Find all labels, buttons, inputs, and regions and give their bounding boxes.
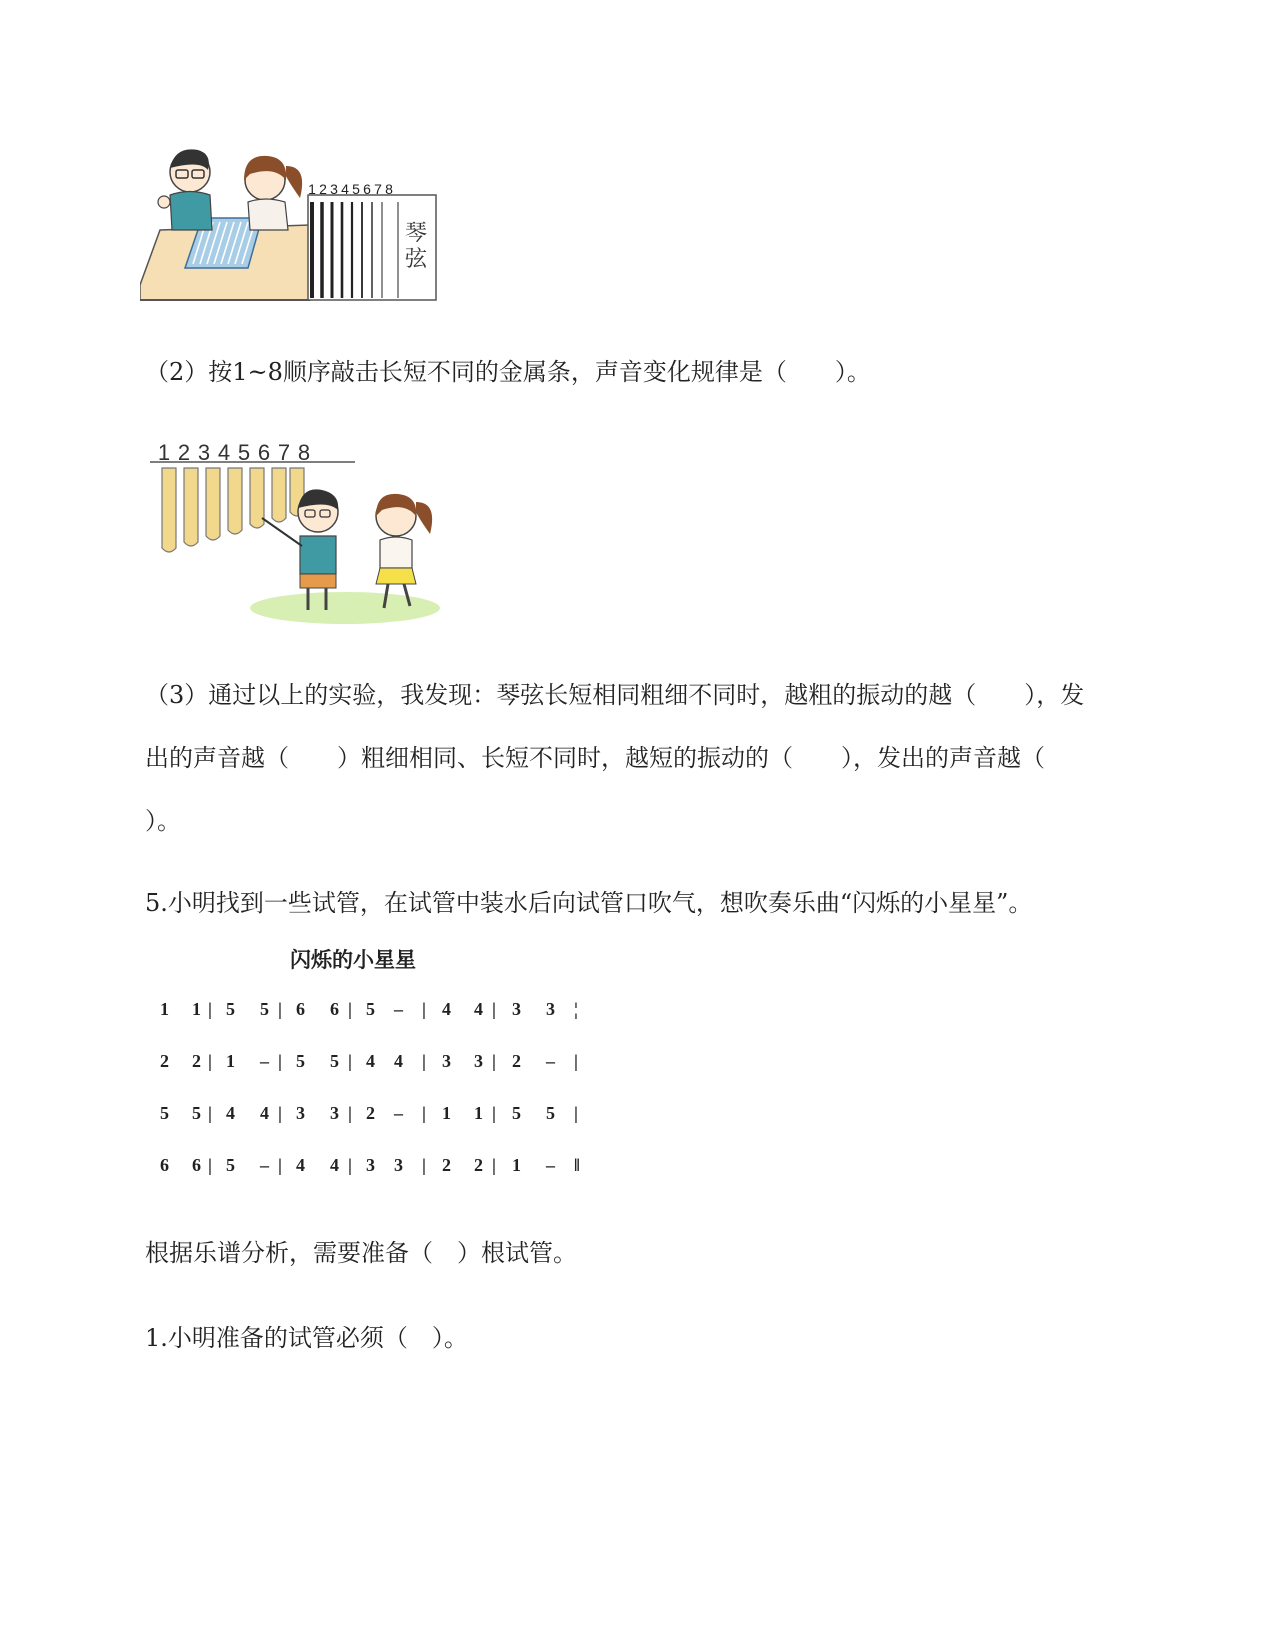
bar-number: 2: [177, 440, 191, 465]
string-number: 4: [341, 181, 349, 197]
bar-number: 5: [237, 440, 251, 465]
bar-number: 3: [197, 440, 211, 465]
score-note: 6: [192, 1155, 201, 1175]
score-note: –: [394, 999, 403, 1019]
score-note: 5: [260, 999, 269, 1019]
bar-line: |: [422, 1155, 426, 1175]
score-note: 4: [474, 999, 483, 1019]
score-note: 4: [394, 1051, 403, 1071]
score-row: [160, 1099, 620, 1139]
bar-line: |: [422, 1103, 426, 1123]
string-number: 2: [319, 181, 327, 197]
figure-string-experiment: [140, 140, 450, 315]
score-note: 4: [296, 1155, 305, 1175]
string-number: 6: [363, 181, 371, 197]
bar-line: |: [492, 999, 496, 1019]
score-row: [160, 1151, 620, 1191]
score-note: 2: [442, 1155, 451, 1175]
string-number: 3: [330, 181, 338, 197]
score-note: 1: [474, 1103, 483, 1123]
score-note: –: [546, 1051, 555, 1071]
bar-number: 1: [157, 440, 171, 465]
bar-line: |: [278, 999, 282, 1019]
bar-line: ‖: [574, 1155, 580, 1175]
string-number: 1: [308, 181, 316, 197]
bar-number: 7: [277, 440, 291, 465]
score-note: –: [546, 1155, 555, 1175]
score-note: 6: [296, 999, 305, 1019]
score-note: 2: [160, 1051, 169, 1071]
score-note: 5: [296, 1051, 305, 1071]
bar-line: |: [208, 999, 212, 1019]
bar-number: 8: [297, 440, 311, 465]
string-number: 7: [374, 181, 382, 197]
bar-line: |: [422, 999, 426, 1019]
string-number: 5: [352, 181, 360, 197]
score-note: 3: [296, 1103, 305, 1123]
score-note: 2: [474, 1155, 483, 1175]
question-5: 5.小明找到一些试管，在试管中装水后向试管口吹气，想吹奏乐曲“闪烁的小星星”。: [145, 889, 1033, 917]
question-1: 1.小明准备的试管必须（ ）。: [145, 1324, 468, 1352]
question-3-line-2: 出的声音越（ ）粗细相同、长短不同时，越短的振动的（ ），发出的声音越（: [145, 744, 1045, 772]
score-note: 1: [226, 1051, 235, 1071]
bar-line: |: [574, 1051, 578, 1071]
bar-line: ¦: [574, 999, 578, 1019]
score-row: [160, 1047, 620, 1087]
bar-line: |: [492, 1051, 496, 1071]
score-row: [160, 995, 620, 1035]
score-note: 1: [512, 1155, 521, 1175]
bar-line: |: [348, 1103, 352, 1123]
score-note: –: [260, 1051, 269, 1071]
score-note: 3: [546, 999, 555, 1019]
score-note: 5: [512, 1103, 521, 1123]
bar-line: |: [208, 1155, 212, 1175]
string-label-1: 琴: [404, 220, 428, 245]
score-note: 5: [192, 1103, 201, 1123]
score-note: 5: [330, 1051, 339, 1071]
bar-line: |: [492, 1155, 496, 1175]
bar-line: |: [208, 1051, 212, 1071]
score-note: –: [394, 1103, 403, 1123]
string-number: 8: [385, 181, 393, 197]
score-note: 4: [330, 1155, 339, 1175]
bar-line: |: [278, 1051, 282, 1071]
bar-line: |: [278, 1103, 282, 1123]
score-note: 1: [442, 1103, 451, 1123]
question-3-line-3: ）。: [145, 807, 181, 835]
analysis-question: 根据乐谱分析，需要准备（ ）根试管。: [145, 1239, 577, 1267]
score-note: –: [260, 1155, 269, 1175]
score-note: 4: [260, 1103, 269, 1123]
bar-line: |: [492, 1103, 496, 1123]
bar-line: |: [348, 999, 352, 1019]
score-note: 6: [160, 1155, 169, 1175]
score-note: 3: [512, 999, 521, 1019]
score-note: 5: [160, 1103, 169, 1123]
question-3-line-1: （3）通过以上的实验，我发现：琴弦长短相同粗细不同时，越粗的振动的越（ ），发: [145, 681, 1085, 709]
score-note: 5: [226, 1155, 235, 1175]
score-note: 4: [226, 1103, 235, 1123]
bar-number: 6: [257, 440, 271, 465]
score-note: 3: [474, 1051, 483, 1071]
bar-line: |: [278, 1155, 282, 1175]
score-note: 5: [226, 999, 235, 1019]
score-note: 6: [330, 999, 339, 1019]
score-note: 5: [546, 1103, 555, 1123]
score-note: 3: [366, 1155, 375, 1175]
score-note: 2: [192, 1051, 201, 1071]
score-note: 2: [512, 1051, 521, 1071]
score-note: 2: [366, 1103, 375, 1123]
bar-number: 4: [217, 440, 231, 465]
figure-hanging-bars: [150, 440, 450, 625]
score-title: 闪烁的小星星: [290, 948, 416, 972]
score-note: 1: [192, 999, 201, 1019]
score-note: 4: [366, 1051, 375, 1071]
score-note: 3: [330, 1103, 339, 1123]
bar-line: |: [574, 1103, 578, 1123]
bar-line: |: [422, 1051, 426, 1071]
score-note: 3: [394, 1155, 403, 1175]
bar-line: |: [208, 1103, 212, 1123]
score-note: 4: [442, 999, 451, 1019]
question-2: （2）按1~8顺序敲击长短不同的金属条，声音变化规律是（ ）。: [145, 358, 871, 386]
string-label-2: 弦: [404, 246, 428, 271]
bar-line: |: [348, 1155, 352, 1175]
score-note: 5: [366, 999, 375, 1019]
score-note: 3: [442, 1051, 451, 1071]
bar-line: |: [348, 1051, 352, 1071]
score-note: 1: [160, 999, 169, 1019]
